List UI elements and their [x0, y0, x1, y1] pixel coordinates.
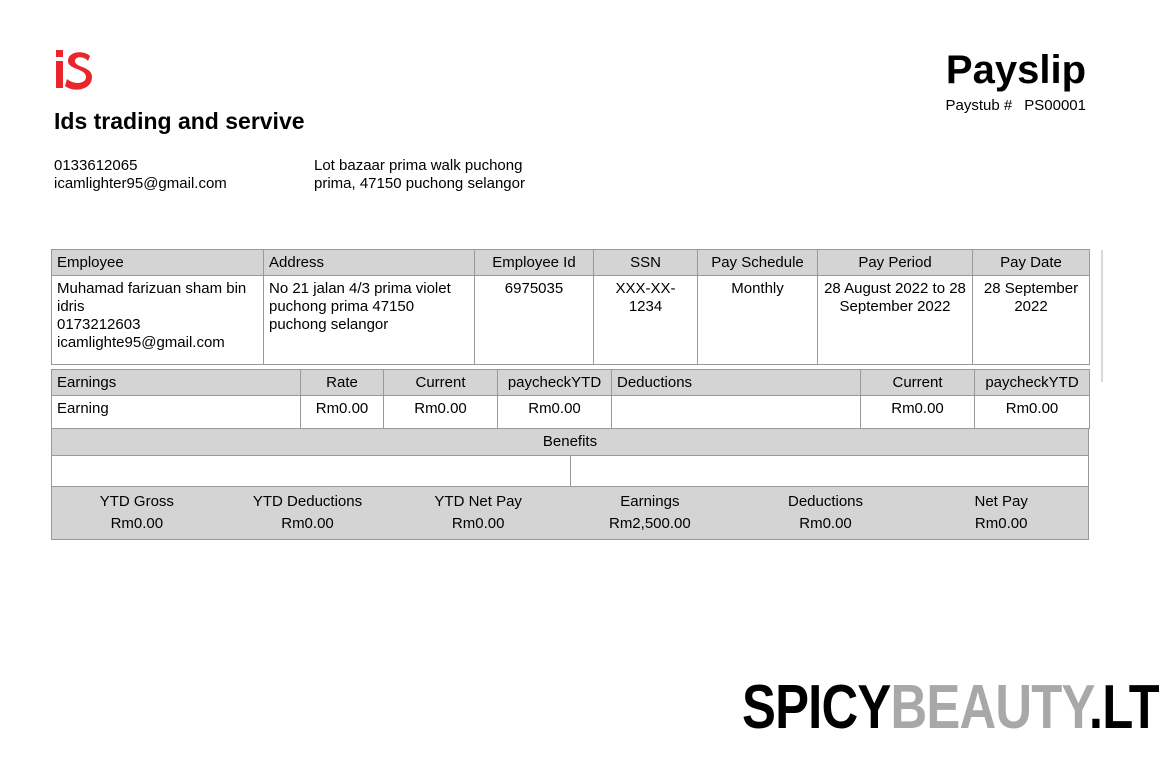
- paystub-label: Paystub #: [945, 97, 1013, 114]
- employee-phone: 0173212603: [57, 316, 141, 333]
- header-pay-schedule: Pay Schedule: [698, 250, 818, 276]
- summary-ytd-gross: [52, 487, 222, 539]
- company-address-line1: Lot bazaar prima walk puchong: [314, 157, 523, 174]
- header-address: Address: [264, 250, 475, 276]
- employee-id: 6975035: [475, 276, 594, 365]
- benefits-right-cell: [571, 456, 1089, 486]
- header-ssn: SSN: [594, 250, 698, 276]
- watermark: [742, 672, 1159, 743]
- header-pay-period: Pay Period: [818, 250, 973, 276]
- benefits-left-cell: [52, 456, 571, 486]
- pay-schedule: Monthly: [698, 276, 818, 365]
- document-title: Payslip: [945, 48, 1086, 92]
- earning-current: Rm0.00: [384, 396, 498, 429]
- company-address-line2: prima, 47150 puchong selangor: [314, 175, 525, 192]
- summary-ytd-deductions: [222, 487, 394, 539]
- summary-bar: [51, 487, 1089, 540]
- summary-label: YTD Gross: [99, 493, 174, 510]
- table-row: [52, 396, 1090, 429]
- summary-value: Rm2,500.00: [608, 515, 691, 532]
- summary-value: Rm0.00: [974, 515, 1028, 532]
- earning-ytd: Rm0.00: [498, 396, 612, 429]
- benefits-section: [51, 429, 1089, 487]
- employee-ssn: XXX-XX-1234: [594, 276, 698, 365]
- pay-period: 28 August 2022 to 28 September 2022: [818, 276, 973, 365]
- watermark-part3: .LT: [1088, 673, 1159, 742]
- deduction-ytd: Rm0.00: [975, 396, 1090, 429]
- summary-value: Rm0.00: [799, 515, 852, 532]
- pay-date: 28 September 2022: [973, 276, 1090, 365]
- header-deductions-ytd: paycheckYTD: [975, 370, 1090, 396]
- summary-label: Net Pay: [974, 493, 1028, 510]
- employee-address: No 21 jalan 4/3 prima violet puchong prima 47150 puchong selangor: [264, 276, 475, 365]
- earning-name: Earning: [52, 396, 301, 429]
- watermark-part2: BEAUTY: [890, 673, 1089, 742]
- employee-name: Muhamad farizuan sham bin idris: [57, 280, 247, 315]
- benefits-title: Benefits: [51, 429, 1089, 456]
- header-deductions-current: Current: [861, 370, 975, 396]
- summary-value: Rm0.00: [110, 515, 164, 532]
- scrollbar-line: [1101, 250, 1103, 382]
- benefits-body: [51, 456, 1089, 487]
- paystub-number: [946, 97, 1086, 114]
- earning-rate: Rm0.00: [301, 396, 384, 429]
- watermark-part1: SPICY: [742, 673, 891, 742]
- header-earnings-current: Current: [384, 370, 498, 396]
- company-phone: 0133612065: [54, 157, 138, 174]
- summary-ytd-net-pay: [393, 487, 563, 539]
- company-logo: [54, 48, 94, 92]
- summary-label: YTD Deductions: [252, 493, 363, 510]
- summary-earnings: [563, 487, 737, 539]
- summary-deductions: [737, 487, 915, 539]
- employee-info: [52, 276, 264, 365]
- header-employee: Employee: [52, 250, 264, 276]
- earnings-table: [51, 369, 1089, 429]
- summary-label: YTD Net Pay: [434, 493, 522, 510]
- header-pay-date: Pay Date: [973, 250, 1090, 276]
- company-contact: [54, 157, 227, 193]
- company-name: Ids trading and servive: [54, 108, 305, 134]
- header-rate: Rate: [301, 370, 384, 396]
- header-deductions: Deductions: [612, 370, 861, 396]
- summary-label: Earnings: [620, 493, 680, 510]
- employee-table: [51, 249, 1089, 365]
- summary-value: Rm0.00: [451, 515, 505, 532]
- summary-value: Rm0.00: [281, 515, 334, 532]
- summary-label: Deductions: [787, 493, 864, 510]
- header-employee-id: Employee Id: [475, 250, 594, 276]
- employee-email: icamlighte95@gmail.com: [57, 334, 225, 351]
- company-email: icamlighter95@gmail.com: [54, 175, 227, 192]
- company-address: [314, 157, 574, 193]
- paystub-value: PS00001: [1024, 97, 1086, 114]
- deduction-name: [612, 396, 861, 429]
- header-earnings-ytd: paycheckYTD: [498, 370, 612, 396]
- summary-net-pay: [914, 487, 1088, 539]
- deduction-current: Rm0.00: [861, 396, 975, 429]
- header-earnings: Earnings: [52, 370, 301, 396]
